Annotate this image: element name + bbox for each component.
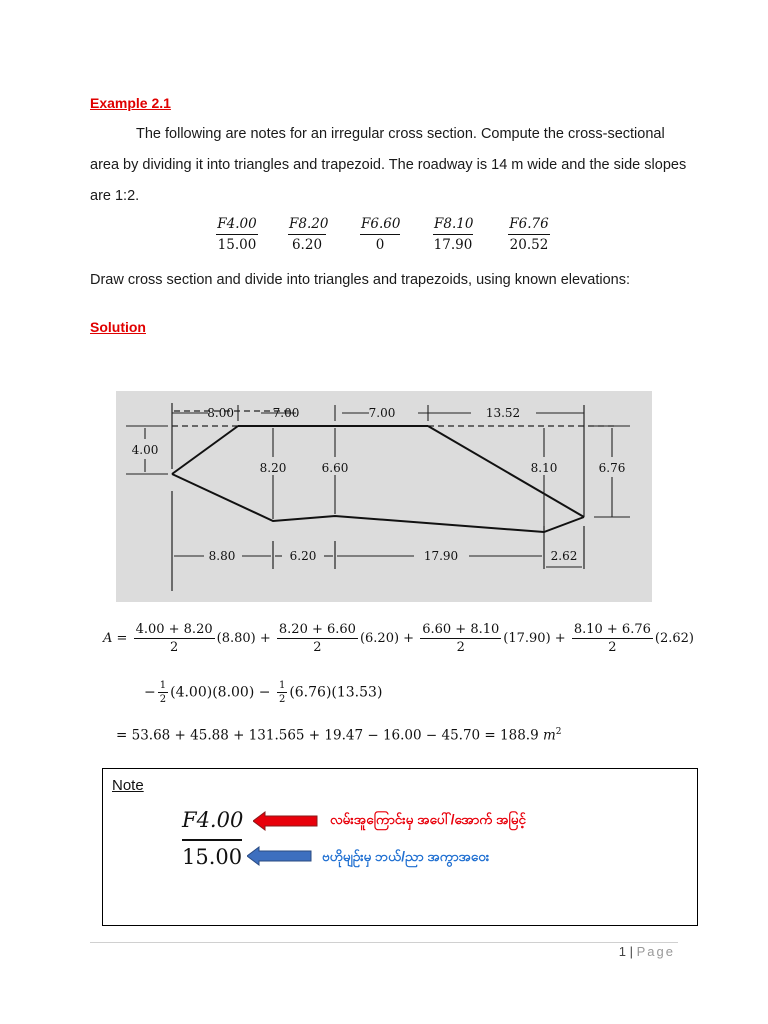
triangle-term-2: (6.76)(13.53) [289, 684, 383, 701]
page-label: Page [636, 944, 675, 959]
result-unit: m [542, 727, 556, 744]
term-3-fraction [420, 622, 501, 655]
term-3-den: 2 [456, 640, 465, 655]
top-dim-1: 8.00 [207, 406, 234, 420]
term-4-fraction [572, 622, 653, 655]
term-3-mult: (17.90) [503, 631, 551, 646]
field-note-distance: 15.00 [217, 237, 257, 253]
top-dim-2: 7.00 [272, 406, 300, 420]
note-bottom-value: 15.00 [182, 845, 243, 869]
field-note-elevation: F8.10 [433, 216, 473, 235]
field-note-elevation: F6.76 [508, 216, 550, 235]
area-equation-line-2: − $\frac{1}{2}$ (4.00)(8.00) − $\frac{1}{2}$ (6.76)(13.53) [144, 680, 383, 705]
footer-divider [90, 942, 678, 943]
area-symbol: A [103, 631, 113, 646]
page-number: 1 [618, 944, 626, 959]
red-arrow-icon [253, 811, 319, 831]
instruction-text: Draw cross section and divide into triangles and trapezoids, using known elevations: [90, 272, 631, 288]
field-note-elevation: F4.00 [216, 216, 258, 235]
height-label-2: 8.20 [259, 461, 287, 475]
bottom-dim-1: 8.80 [208, 549, 236, 563]
field-note-4 [433, 216, 473, 253]
solution-heading: Solution [90, 319, 146, 335]
problem-line-1: The following are notes for an irregular cross section. Compute the cross-sectional [136, 126, 665, 142]
footer-separator: | [629, 944, 633, 959]
field-note-distance: 20.52 [509, 237, 549, 253]
field-note-1 [216, 216, 258, 253]
half-fraction: $\frac{1}{2}$ [159, 680, 167, 705]
result-unit-exponent: 2 [555, 727, 562, 737]
height-label-4: 8.10 [530, 461, 558, 475]
term-1-den: 2 [169, 640, 179, 655]
triangle-term-1: (4.00)(8.00) − [170, 684, 271, 701]
height-label-5: 6.76 [598, 461, 626, 475]
problem-line-2: area by dividing it into triangles and trapezoid. The roadway is 14 m wide and the side slopes [90, 157, 687, 173]
term-2-num: 8.20 + 6.60 [278, 622, 356, 637]
term-2-den: 2 [313, 640, 322, 655]
top-dim-3: 7.00 [368, 406, 396, 420]
field-note-distance: 6.20 [291, 237, 323, 253]
term-4-num: 8.10 + 6.76 [573, 622, 651, 637]
term-1-num: 4.00 + 8.20 [135, 622, 213, 637]
term-2-mult: (6.20) [359, 631, 400, 646]
note-top-value: F4.00 [182, 808, 244, 832]
bottom-dim-2: 6.20 [289, 549, 317, 563]
term-1-fraction [134, 622, 215, 655]
problem-line-3: are 1:2. [90, 188, 140, 204]
top-dim-4: 13.52 [485, 406, 521, 420]
term-4-den: 2 [608, 640, 617, 655]
blue-arrow-icon [247, 846, 313, 866]
bottom-dim-3: 17.90 [423, 549, 459, 563]
result-expression: = 53.68 + 45.88 + 131.565 + 19.47 − 16.00 − 45.70 = 188.9 [116, 727, 539, 744]
height-label-1: 4.00 [131, 443, 159, 457]
page-footer [619, 944, 675, 959]
note-bottom-meaning: ဗဟိုမျဥ်းမှ ဘယ်/ညာ အကွာအဝေး [322, 849, 490, 864]
field-note-2 [288, 216, 329, 253]
cross-section-figure [116, 391, 652, 602]
note-label: Note [112, 777, 144, 794]
field-note-elevation: F6.60 [360, 216, 400, 235]
bottom-dim-4: 2.62 [550, 549, 578, 563]
field-note-distance: 17.90 [433, 237, 473, 253]
note-top-meaning: လမ်းအူကြောင်းမှ အပေါ်/အောက် အမြင့် [330, 812, 527, 827]
term-4-mult: (2.62) [654, 631, 694, 646]
term-1-mult: (8.80) [216, 631, 256, 646]
example-heading: Example 2.1 [90, 95, 171, 111]
field-note-elevation: F8.20 [288, 216, 326, 235]
note-fraction-bar [182, 839, 242, 841]
field-note-distance: 0 [375, 237, 385, 253]
field-note-5 [508, 216, 550, 253]
field-note-3 [360, 216, 400, 253]
area-equation-line-1: A = $\frac{4.00 + 8.20}{2}$ (8.80) + $\frac{8.20 + 6.60}{2}$ (6.20) + $\frac{6.60 + 8.10}{2}$ (17.90) + $\frac{8.10 + 6.76}{2}$ (2.62) [103, 622, 694, 655]
term-2-fraction [277, 622, 358, 655]
height-label-3: 6.60 [321, 461, 349, 475]
half-fraction: $\frac{1}{2}$ [278, 680, 286, 705]
term-3-num: 6.60 + 8.10 [422, 622, 500, 637]
area-result [116, 727, 562, 744]
